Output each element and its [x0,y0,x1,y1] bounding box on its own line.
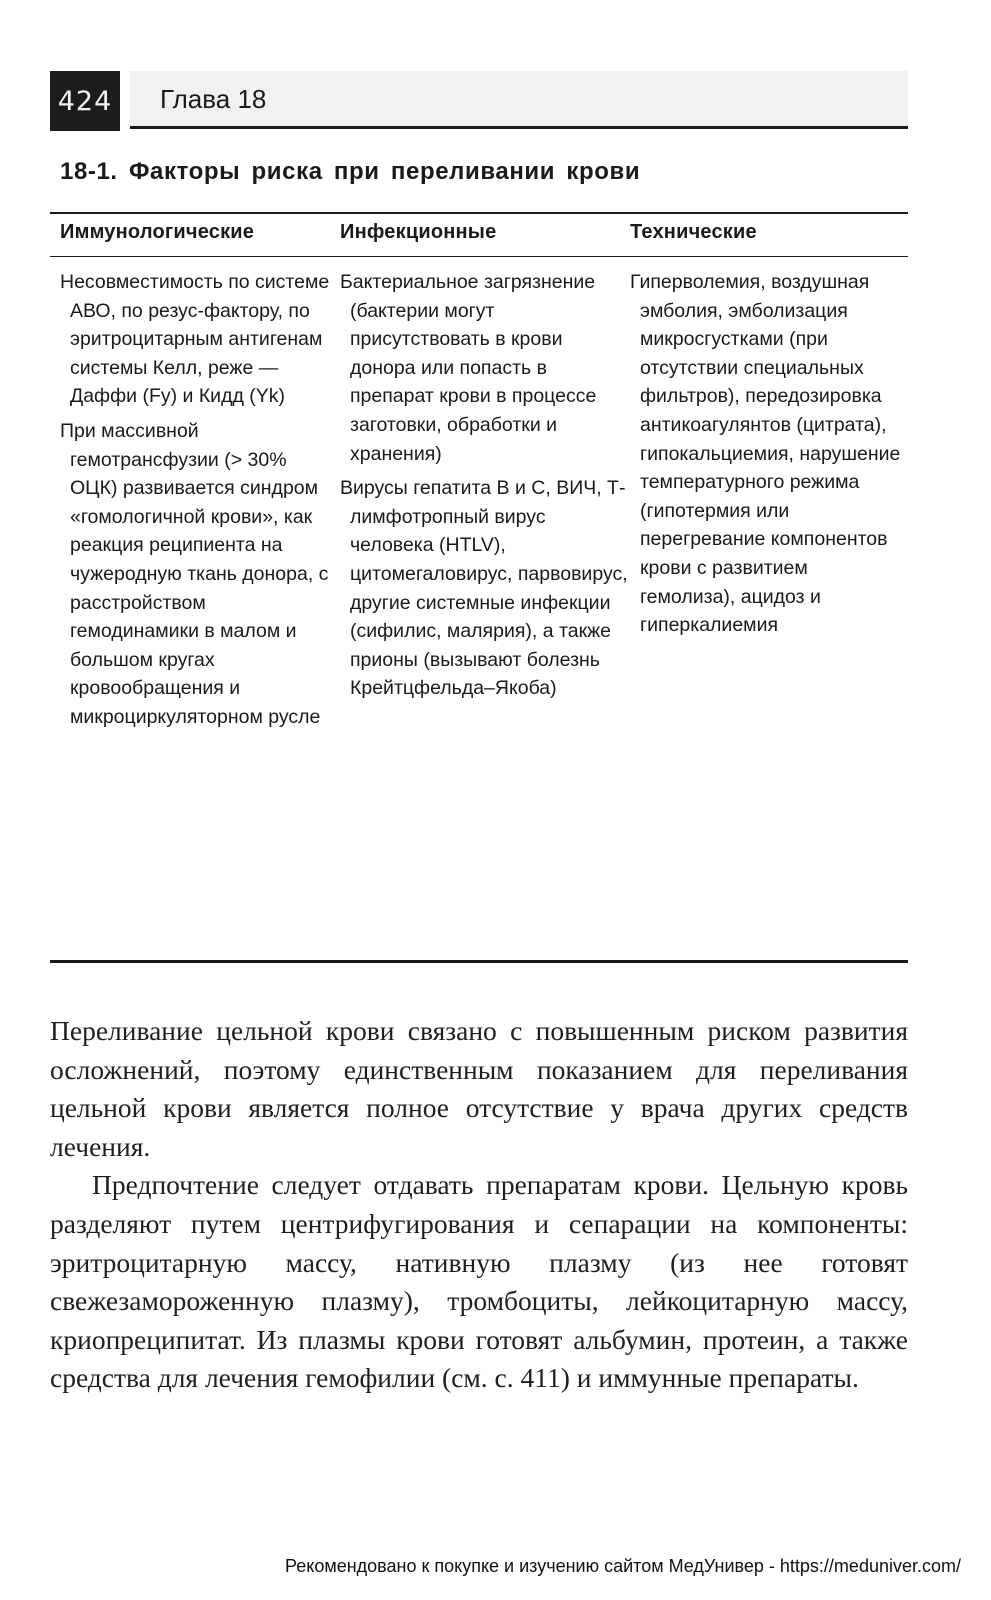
column-infectious [340,268,630,703]
page-header [50,71,908,131]
table-cell-entry: При массивной гемотрансфузии (> 30% ОЦК) развивается синдром «гомологичной крови», как реакция реципиента на чужеродную ткань донора, с расстройством гемодинамики в малом и большом кругах кровообращения и микроциркуляторном русле [60,419,329,728]
column-immunological [60,268,335,732]
table-caption: 18-1. Факторы риска при переливании крови [60,158,641,185]
column-heading-immunological: Иммунологические [60,221,255,243]
paragraph: Переливание цельной крови связано с повышенным риском развития осложнений, поэтому единственным показанием для переливания цельной крови является полное отсутствие у врача других средств лечения. [50,1015,908,1162]
paragraph: Предпочтение следует отдавать препаратам крови. Цельную кровь разделяют путем центрифугирования и сепарации на компоненты: эритроцитарную массу, нативную плазму (из нее готовят свежезамороженную плазму), тромбоциты, лейкоцитарную массу, криопреципитат. Из плазмы крови готовят альбумин, протеин, а также средства для лечения гемофилии (см. с. 411) и иммунные препараты. [50,1169,908,1394]
footer-recommendation: Рекомендовано к покупке и изучению сайтом МедУнивер - https://meduniver.com/ [285,1556,961,1576]
body-text [50,1012,908,1398]
table-top-rule [50,212,908,214]
column-heading-technical: Технические [630,221,757,243]
column-heading-infectious: Инфекционные [340,221,497,243]
table-cell-entry: Вирусы гепатита В и С, ВИЧ, Т-лимфотропный вирус человека (HTLV), цитомегаловирус, парвовирус, другие системные инфекции (сифилис, малярия), а также прионы (вызывают болезнь Крейтцфельда–Якоба) [340,477,628,700]
table-cell-entry: Несовместимость по системе АВО, по резус-фактору, по эритроцитарным антигенам системы Келл, реже — Даффи (Fy) и Кидд (Yk) [60,271,330,408]
table-cell-entry: Бактериальное загрязнение (бактерии могут присутствовать в крови донора или попасть в препарат крови в процессе заготовки, обработки и хранения) [340,271,597,465]
chapter-title: Глава 18 [160,84,267,114]
column-technical [630,268,908,640]
chapter-bar [130,71,908,129]
page-number: 424 [50,71,120,131]
table-cell-entry: Гиперволемия, воздушная эмболия, эмболизация микросгустками (при отсутствии специальных фильтров), передозировка антикоагулянтов (цитрата), гипокальциемия, нарушение температурного режима (гипотермия или перегревание компонентов крови с развитием гемолиза), ацидоз и гиперкалиемия [630,271,901,637]
table-header-rule [50,256,908,257]
table-bottom-rule [50,960,908,963]
